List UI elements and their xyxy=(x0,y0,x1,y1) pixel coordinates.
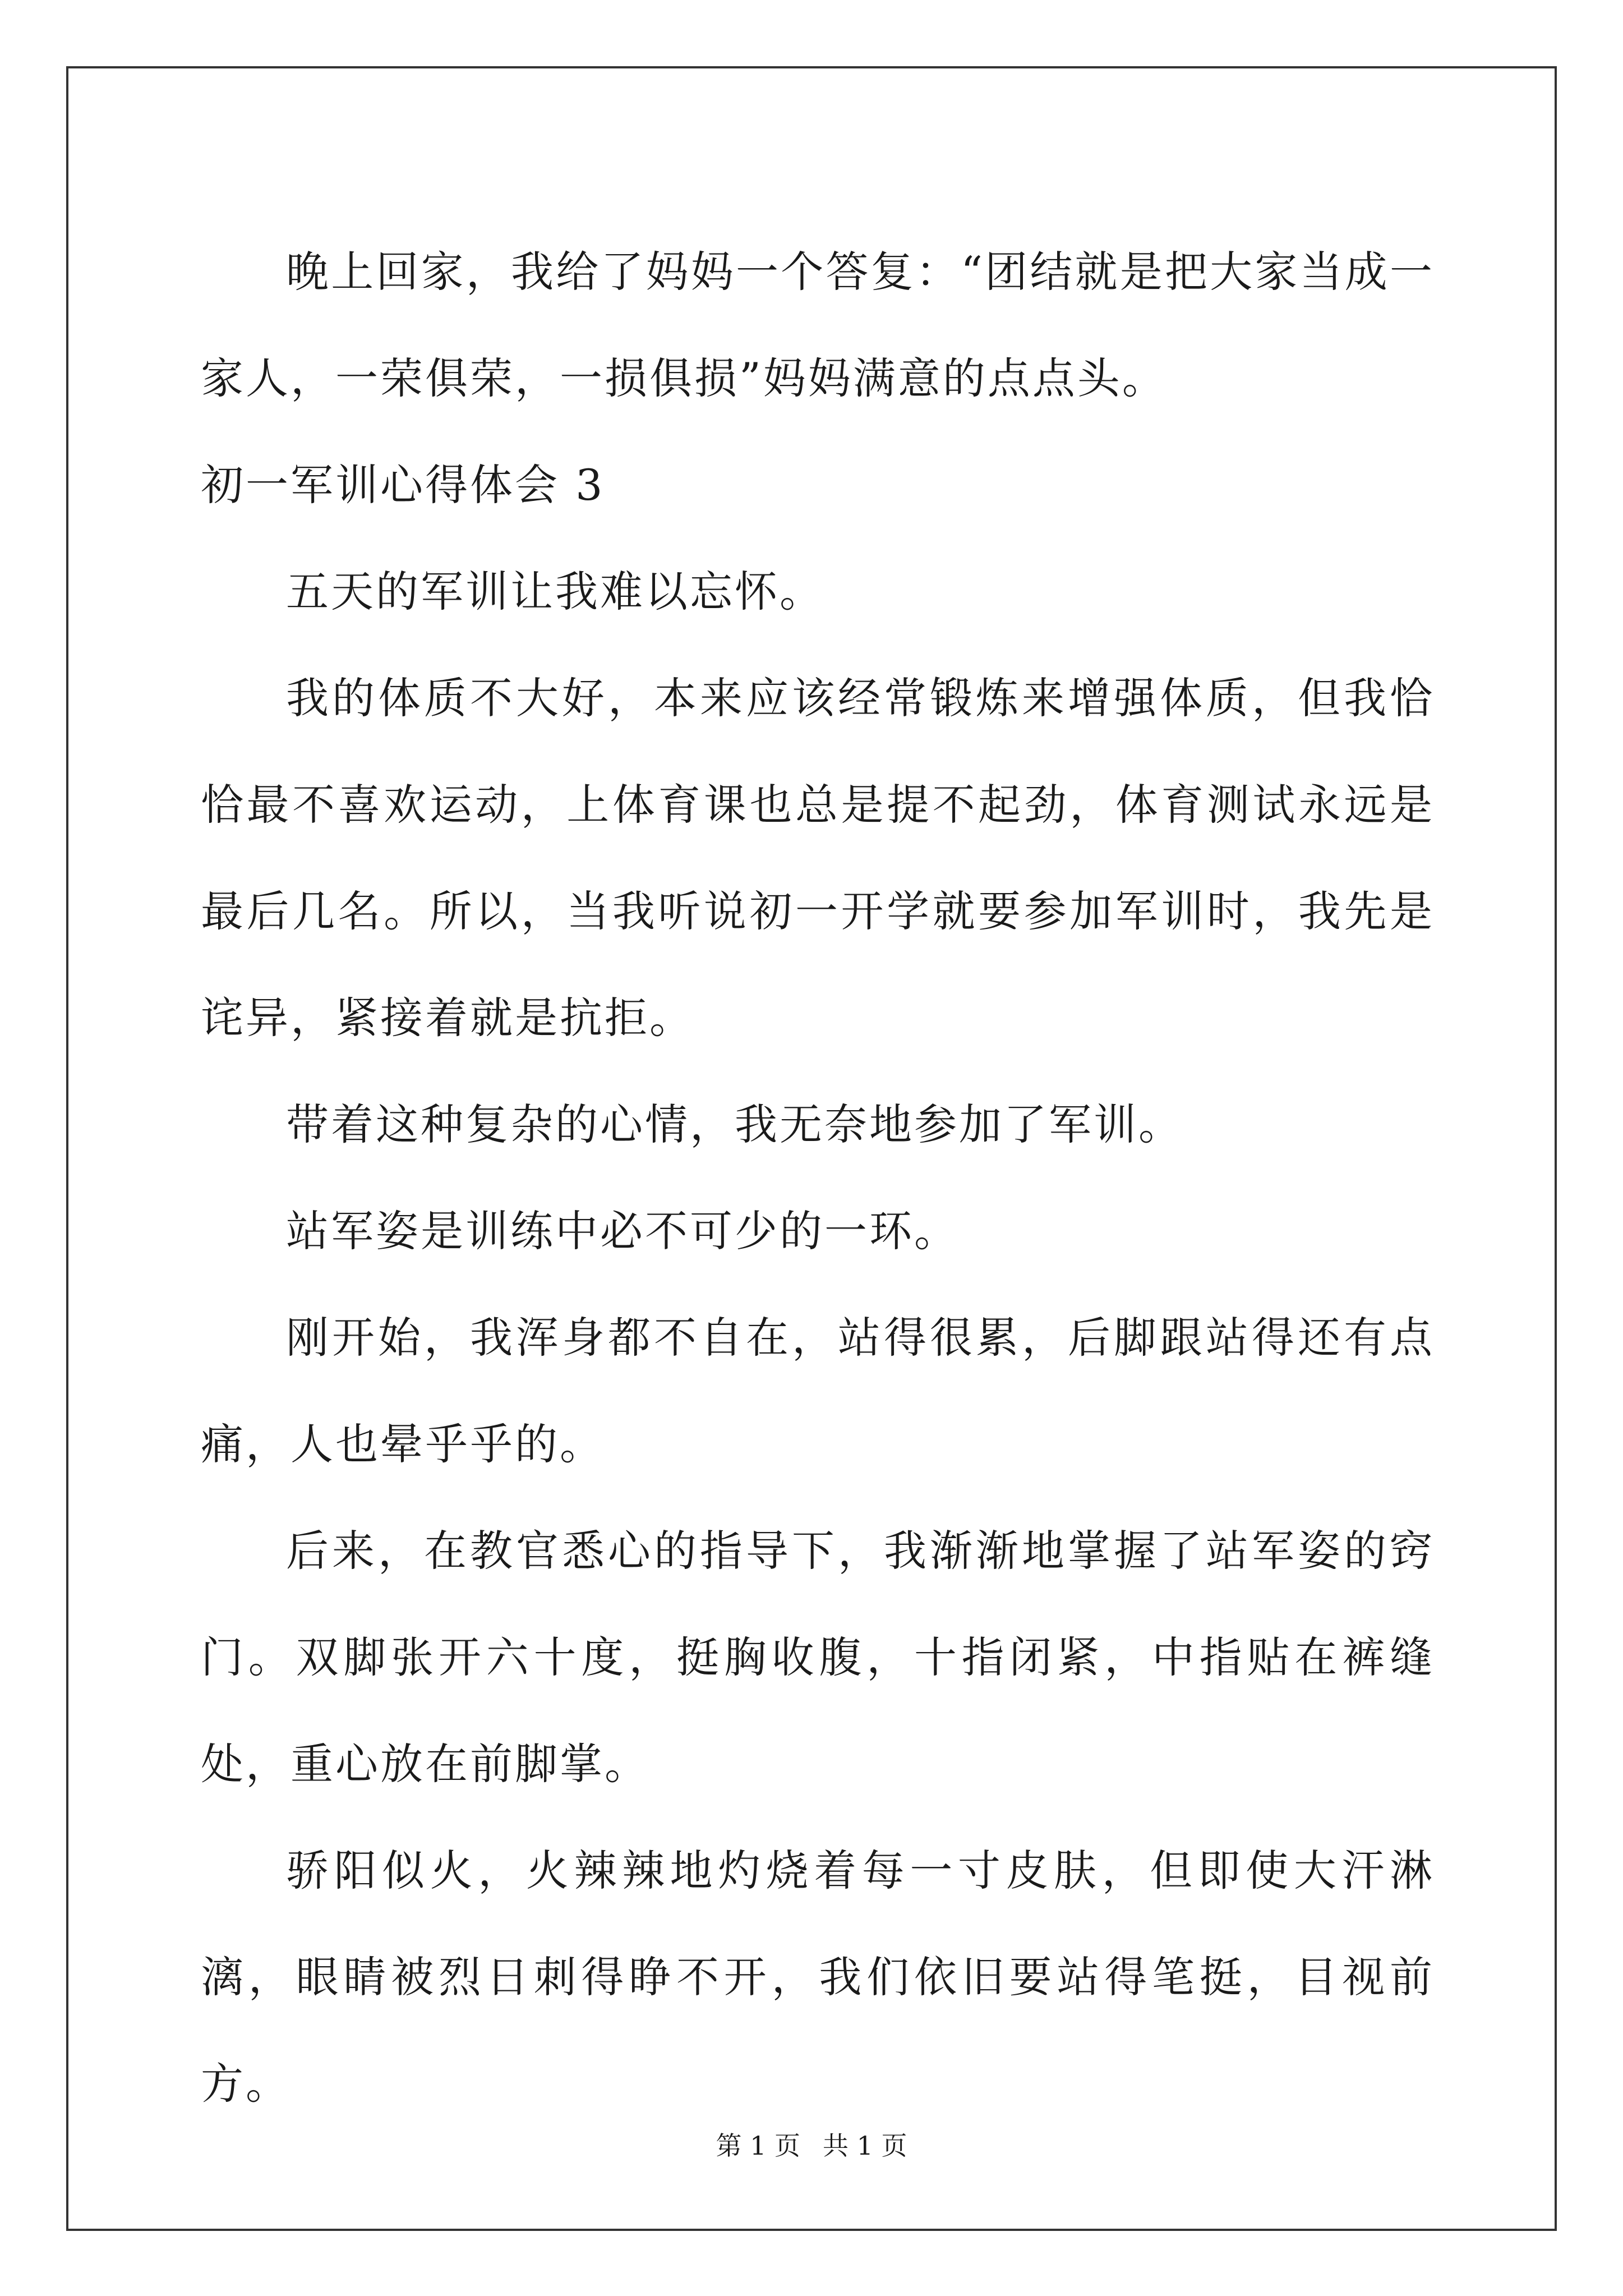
paragraph: 站军姿是训练中必不可少的一环。 xyxy=(286,1206,959,1256)
paragraph: 五天的军训让我难以忘怀。 xyxy=(286,567,824,616)
paragraph: 我的体质不大好，本来应该经常锻炼来增强体质，但我恰恰最不喜欢运动，上体育课也总是提不起劲，体育测试永远是最后几名。所以，当我听说初一开学就要参加军训时，我先是诧异，紧接着就是抗拒。 xyxy=(201,673,1435,1043)
page-number-total: 共 1 页 xyxy=(823,2131,907,2161)
paragraph: 晚上回家，我给了妈妈一个答复：“团结就是把大家当成一家人，一荣俱荣，一损俱损”妈妈满意的点点头。 xyxy=(201,247,1435,403)
paragraph: 骄阳似火，火辣辣地灼烧着每一寸皮肤，但即使大汗淋漓，眼睛被烈日刺得睁不开，我们依旧要站得笔挺，目视前方。 xyxy=(201,1846,1435,2109)
paragraph: 带着这种复杂的心情，我无奈地参加了军训。 xyxy=(286,1099,1183,1149)
section-heading: 初一军训心得体会 3 xyxy=(201,460,605,510)
paragraph: 后来，在教官悉心的指导下，我渐渐地掌握了站军姿的窍门。双脚张开六十度，挺胸收腹，十指闭紧，中指贴在裤缝处，重心放在前脚掌。 xyxy=(201,1526,1435,1789)
page-footer xyxy=(0,2129,1623,2162)
page-number-current: 第 1 页 xyxy=(716,2131,800,2161)
paragraph: 刚开始，我浑身都不自在，站得很累，后脚跟站得还有点痛，人也晕乎乎的。 xyxy=(201,1313,1435,1469)
document-body xyxy=(201,219,1435,2137)
